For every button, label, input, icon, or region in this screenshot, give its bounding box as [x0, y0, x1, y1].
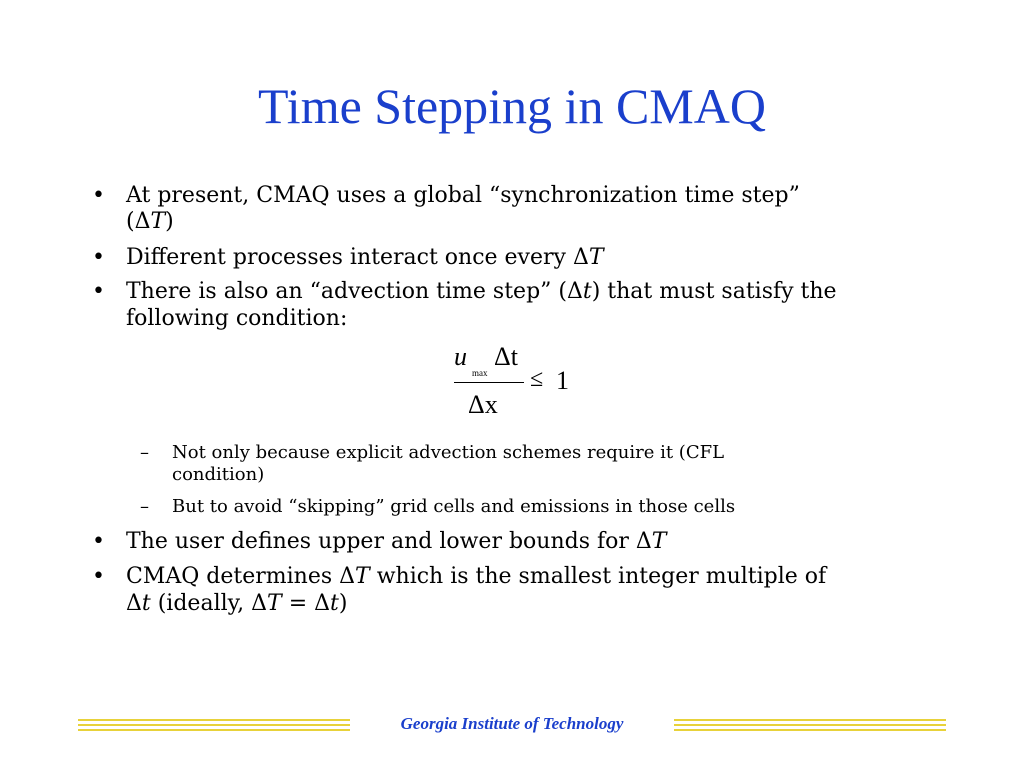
variable-T: T — [267, 591, 282, 616]
equation-rhs: 1 — [556, 366, 569, 395]
footer-rule-left — [78, 719, 350, 731]
sub-bullet-1-line-1: Not only because explicit advection schemes require it (CFL — [172, 442, 725, 463]
fraction-bar — [454, 382, 524, 383]
bullet-4 — [126, 528, 666, 555]
bullet-1-line-2 — [126, 208, 174, 235]
equation-u: u — [454, 342, 467, 371]
bullet-marker: • — [92, 279, 105, 304]
delta-symbol: Δ — [339, 564, 356, 589]
footer-institution: Georgia Institute of Technology — [400, 714, 624, 733]
cfl-equation — [448, 338, 588, 428]
variable-T: T — [651, 529, 667, 554]
bullet-5-text-a: CMAQ determines — [126, 564, 340, 589]
dash-marker: – — [140, 442, 149, 463]
variable-T: T — [150, 209, 166, 234]
bullet-2 — [126, 244, 604, 271]
bullet-3-line-2: following condition: — [126, 306, 348, 331]
variable-t: t — [141, 591, 151, 616]
bullet-5-text-b: which is the smallest integer multiple of — [369, 564, 827, 589]
bullet-4-text: The user defines upper and lower bounds for — [126, 529, 636, 554]
equation-subscript-max: max — [472, 368, 488, 378]
bullet-5-line-2 — [126, 590, 347, 617]
sub-bullet-1-line-2: condition) — [172, 464, 265, 485]
delta-symbol: Δ — [572, 245, 589, 270]
paren-open: ( — [126, 209, 135, 234]
bullet-3-line-1 — [126, 278, 837, 305]
bullet-1-line-1: At present, CMAQ uses a global “synchronization time step” — [126, 183, 800, 208]
paren-close: ) — [165, 209, 174, 234]
variable-t: t — [330, 591, 339, 616]
variable-T: T — [588, 245, 604, 270]
variable-t: t — [582, 279, 592, 304]
paren-close: ) — [338, 591, 348, 616]
sub-bullet-2: But to avoid “skipping” grid cells and emissions in those cells — [172, 496, 736, 517]
bullet-2-text: Different processes interact once every — [126, 245, 573, 270]
bullet-3-text-a: There is also an “advection time step” ( — [126, 279, 567, 304]
bullet-marker: • — [92, 183, 105, 208]
equals-sign: = — [281, 591, 315, 616]
delta-symbol: Δ — [314, 591, 331, 616]
bullet-3-text-b: ) that must satisfy the — [591, 279, 837, 304]
delta-symbol: Δ — [126, 591, 142, 616]
bullet-marker: • — [92, 529, 105, 554]
slide-title: Time Stepping in CMAQ — [258, 78, 766, 134]
footer-rule-right — [674, 719, 946, 731]
delta-symbol: Δ — [134, 209, 151, 234]
bullet-5-line-1 — [126, 563, 826, 590]
dash-marker: – — [140, 496, 149, 517]
bullet-marker: • — [92, 564, 105, 589]
equation-delta-x: Δx — [468, 390, 498, 419]
bullet-marker: • — [92, 245, 105, 270]
delta-symbol: Δ — [635, 529, 652, 554]
variable-T: T — [355, 564, 370, 589]
delta-symbol: Δ — [251, 591, 268, 616]
equation-delta-t: Δt — [494, 342, 518, 371]
bullet-5-text-c: (ideally, — [150, 591, 252, 616]
equation-leq: ≤ — [530, 366, 544, 392]
delta-symbol: Δ — [566, 279, 583, 304]
